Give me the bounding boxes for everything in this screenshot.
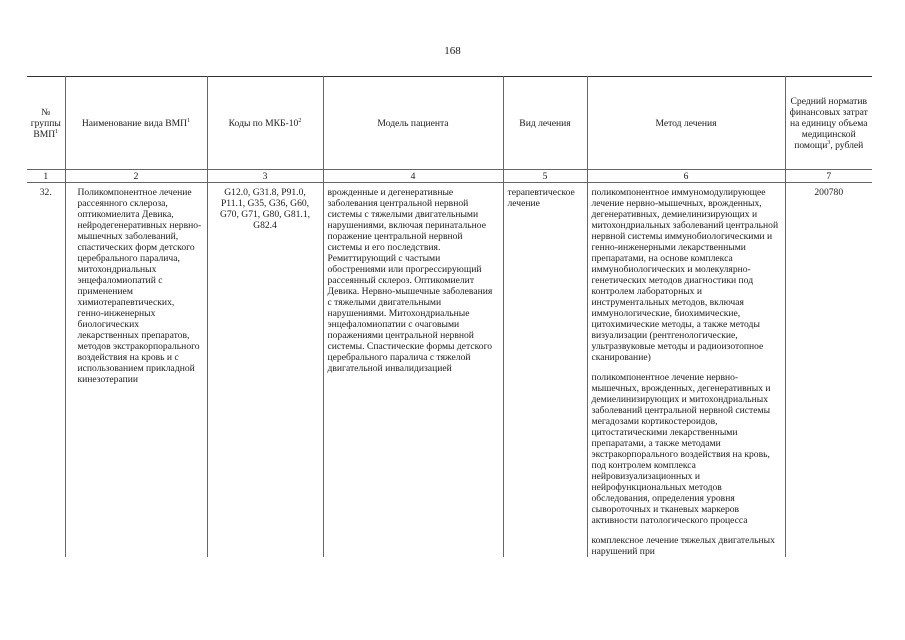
column-number: 6 xyxy=(587,170,785,183)
method-item: комплексное лечение тяжелых двигательных нарушений при xyxy=(591,535,775,557)
average-cost-cell: 200780 xyxy=(814,187,844,198)
column-number: 2 xyxy=(65,170,207,183)
column-number: 5 xyxy=(503,170,587,183)
treatment-type-cell: терапевтическое лечение xyxy=(503,183,587,558)
vmp-table xyxy=(27,76,872,557)
column-number: 4 xyxy=(323,170,503,183)
method-item: поликомпонентное иммуномодулирующее лечение нервно-мышечных, врожденных, дегенеративных, демиелинизирующих и митохондриальных заболеваний центральной нервной системы иммунобиологическими и генно-инженерными лекарственными препаратами, на основе комплекса иммунобиологических и молекулярно-генетических методов диагностики под контролем лабораторных и инструментальных методов, включая иммунологические, биохимические, цитохимические методы, а также методы визуализации (рентгенологические, ультразвуковые методы и радиоизотопное сканирование) xyxy=(591,187,779,363)
header-vmp-name: Наименование вида ВМП$^1$ xyxy=(65,77,207,170)
header-treatment-type: Вид лечения xyxy=(503,77,587,170)
header-average-cost: Средний норматив финансовых затрат на единицу объема медицинской помощи$^3$, рублей xyxy=(785,77,872,170)
header-group-number: № группы ВМП$^1$ xyxy=(27,77,65,170)
treatment-method-cell xyxy=(587,183,785,558)
column-number: 7 xyxy=(785,170,872,183)
column-number-row xyxy=(27,170,872,183)
header-icd-codes: Коды по МКБ-$10^2$ xyxy=(207,77,323,170)
table-header-row xyxy=(27,77,872,170)
page-number: 168 xyxy=(444,45,461,57)
icd-codes-cell: G12.0, G31.8, P91.0, P11.1, G35, G36, G60, G70, G71, G80, G81.1, G82.4 xyxy=(207,183,323,558)
column-number: 1 xyxy=(27,170,65,183)
method-item: поликомпонентное лечение нервно-мышечных, врожденных, дегенеративных и демиелинизирующих и митохондриальных заболеваний центральной нервной системы мегадозами кортикостероидов, цитостатическими лекарственными препаратами, а также методами экстракорпорального воздействия на кровь, под контролем комплекса нейровизуализационных и нейрофункциональных методов обследования, определения уровня сывороточных и тканевых маркеров активности патологического процесса xyxy=(591,372,771,526)
header-treatment-method: Метод лечения xyxy=(587,77,785,170)
column-number: 3 xyxy=(207,170,323,183)
table-row xyxy=(27,183,872,558)
vmp-name-cell: Поликомпонентное лечение рассеянного склероза, оптикомиелита Девика, нейродегенеративных нервно-мышечных заболеваний, спастических форм детского церебрального паралича, митохондриальных энцефаломиопатий с применением химиотерапевтических, генно-инженерных биологических лекарственных препаратов, методов экстракорпорального воздействия на кровь и с использованием прикладной кинезотерапии xyxy=(65,183,207,558)
patient-model-cell: врожденные и дегенеративные заболевания центральной нервной системы с тяжелыми двигательными нарушениями, включая перинатальное поражение центральной нервной системы и его последствия. Ремиттирующий с частыми обострениями или прогрессирующий рассеянный склероз. Оптикомиелит Девика. Нервно-мышечные заболевания с тяжелыми двигательными нарушениями. Митохондриальные энцефаломиопатии с очаговыми поражениями центральной нервной системы. Спастические формы детского церебрального паралича с тяжелой двигательной инвалидизацией xyxy=(323,183,503,558)
group-number-cell: 32. xyxy=(27,183,65,558)
header-patient-model: Модель пациента xyxy=(323,77,503,170)
